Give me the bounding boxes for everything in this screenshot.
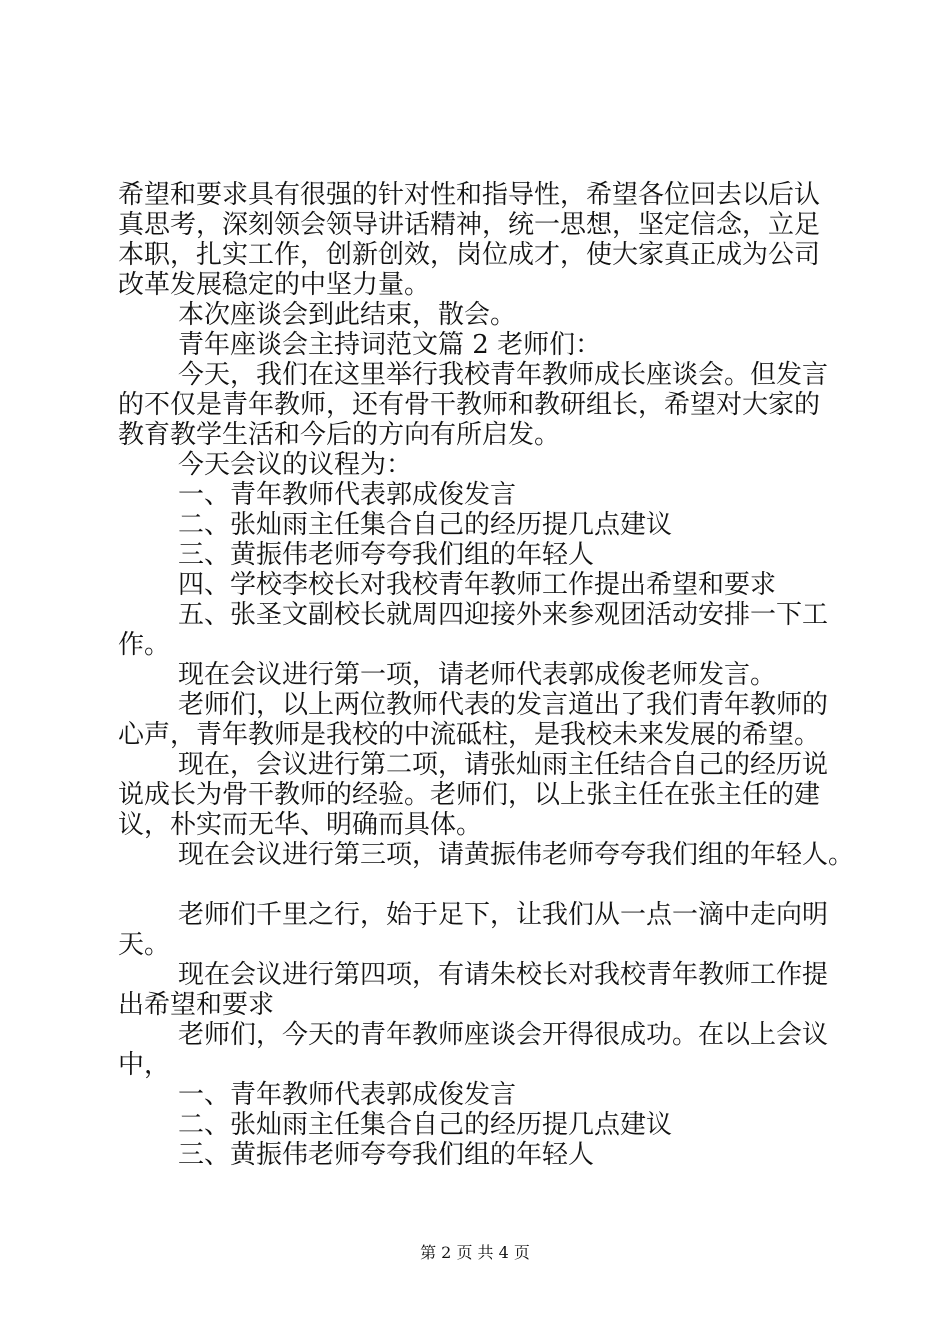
text-line: 三、黄振伟老师夸夸我们组的年轻人 bbox=[178, 540, 595, 570]
text-line: 现在会议进行第四项，有请朱校长对我校青年教师工作提 bbox=[178, 960, 829, 990]
text-line: 今天会议的议程为： bbox=[178, 450, 413, 480]
text-line: 中， bbox=[118, 1050, 171, 1080]
text-line: 希望和要求具有很强的针对性和指导性，希望各位回去以后认 bbox=[118, 180, 821, 210]
text-line: 说成长为骨干教师的经验。老师们，以上张主任在张主任的建 bbox=[118, 780, 821, 810]
blank-line bbox=[118, 870, 838, 900]
text-line: 今天，我们在这里举行我校青年教师成长座谈会。但发言 bbox=[178, 360, 829, 390]
text-line: 老师们，以上两位教师代表的发言道出了我们青年教师的 bbox=[178, 690, 829, 720]
text-line: 天。 bbox=[118, 930, 171, 960]
text-line: 老师们千里之行，始于足下，让我们从一点一滴中走向明 bbox=[178, 900, 829, 930]
text-line: 现在会议进行第三项，请黄振伟老师夸夸我们组的年轻人。 bbox=[178, 840, 855, 870]
text-line: 议，朴实而无华、明确而具体。 bbox=[118, 810, 483, 840]
text-line: 一、青年教师代表郭成俊发言 bbox=[178, 1080, 517, 1110]
text-line: 作。 bbox=[118, 630, 171, 660]
text-line: 真思考，深刻领会领导讲话精神，统一思想，坚定信念，立足 bbox=[118, 210, 821, 240]
text-line: 的不仅是青年教师，还有骨干教师和教研组长，希望对大家的 bbox=[118, 390, 821, 420]
page-footer: 第 2 页 共 4 页 bbox=[420, 1243, 530, 1262]
text-line: 本次座谈会到此结束，散会。 bbox=[178, 300, 517, 330]
text-line: 老师们，今天的青年教师座谈会开得很成功。在以上会议 bbox=[178, 1020, 829, 1050]
text-line: 心声，青年教师是我校的中流砥柱，是我校未来发展的希望。 bbox=[118, 720, 821, 750]
text-line: 出希望和要求 bbox=[118, 990, 275, 1020]
text-line: 本职，扎实工作，创新创效，岗位成才，使大家真正成为公司 bbox=[118, 240, 821, 270]
text-line: 二、张灿雨主任集合自己的经历提几点建议 bbox=[178, 1110, 673, 1140]
text-line: 一、青年教师代表郭成俊发言 bbox=[178, 480, 517, 510]
text-line: 三、黄振伟老师夸夸我们组的年轻人 bbox=[178, 1140, 595, 1170]
text-line: 改革发展稳定的中坚力量。 bbox=[118, 270, 431, 300]
text-line: 四、学校李校长对我校青年教师工作提出希望和要求 bbox=[178, 570, 777, 600]
text-line: 五、张圣文副校长就周四迎接外来参观团活动安排一下工 bbox=[178, 600, 829, 630]
text-line: 现在会议进行第一项，请老师代表郭成俊老师发言。 bbox=[178, 660, 777, 690]
text-line: 现在，会议进行第二项，请张灿雨主任结合自己的经历说 bbox=[178, 750, 829, 780]
text-line: 青年座谈会主持词范文篇 2 老师们： bbox=[178, 330, 602, 360]
document-body bbox=[118, 180, 855, 1170]
text-line: 二、张灿雨主任集合自己的经历提几点建议 bbox=[178, 510, 673, 540]
text-line: 教育教学生活和今后的方向有所启发。 bbox=[118, 420, 561, 450]
